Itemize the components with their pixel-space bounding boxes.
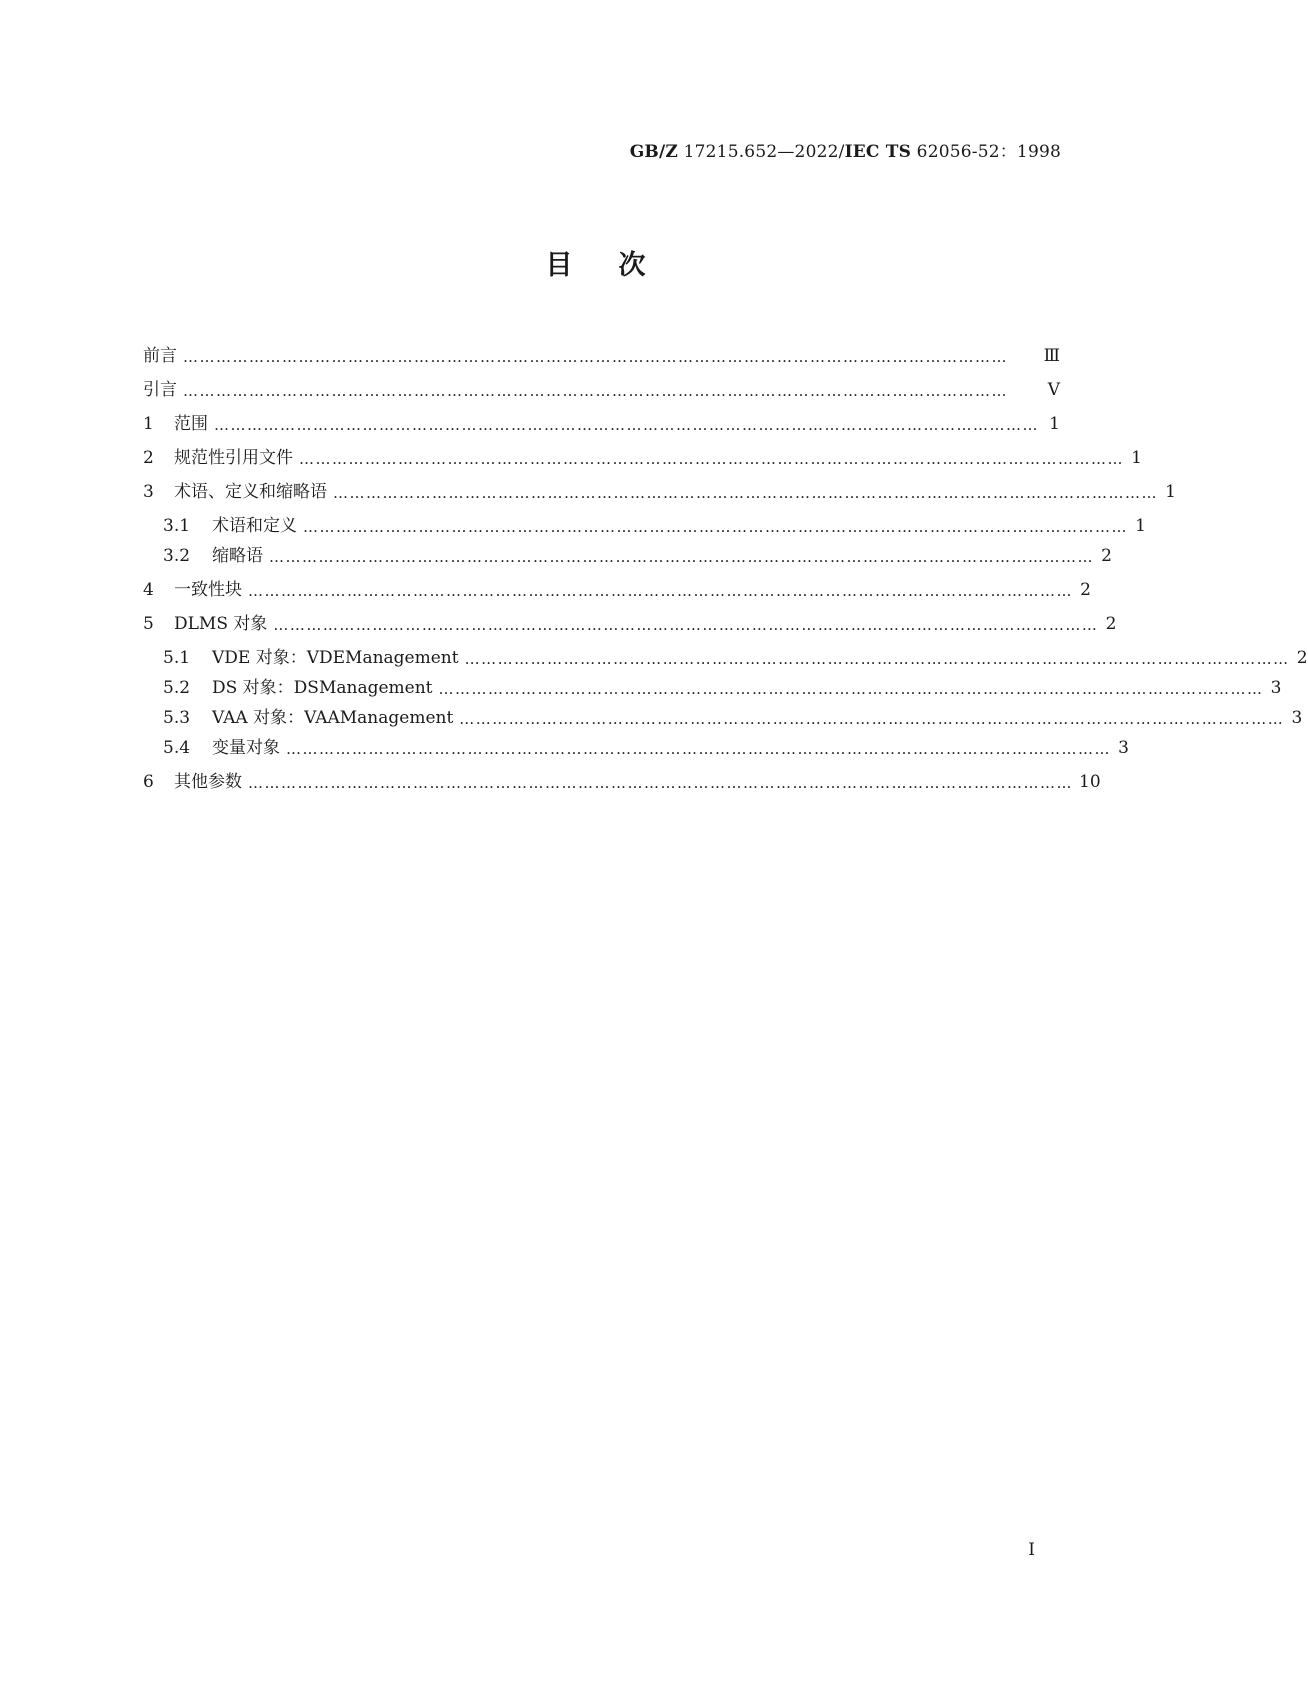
toc-leader-dots: …………………………………………………………………………………………………………………………………… (269, 548, 1094, 566)
page-title: 目次 (545, 250, 692, 281)
toc-page-number: 2 (1105, 614, 1117, 634)
toc-number: 5.3 (163, 708, 191, 728)
toc-entry-4[interactable] (143, 574, 1091, 600)
toc-page-number: 2 (1080, 580, 1091, 600)
toc-label: 范围 (174, 414, 208, 434)
toc-page-number: 10 (1079, 772, 1101, 792)
toc-entry-introduction[interactable] (143, 374, 1060, 400)
toc-label: 引言 (143, 380, 177, 400)
toc-number: 1 (143, 414, 154, 434)
toc-label: VDE 对象：VDEManagement (212, 648, 459, 668)
toc-page-number: 2 (1296, 648, 1308, 668)
toc-leader-dots: …………………………………………………………………………………………………………………………………… (273, 616, 1099, 634)
toc-number: 5.2 (163, 678, 191, 698)
toc-leader-dots: …………………………………………………………………………………………………………………………………… (464, 650, 1290, 668)
toc-page-number: 1 (1049, 414, 1060, 434)
toc-number: 5 (143, 614, 154, 634)
toc-entry-5[interactable] (143, 608, 1117, 634)
toc-number: 5.4 (163, 738, 191, 758)
toc-leader-dots: …………………………………………………………………………………………………………………………………… (303, 518, 1128, 536)
toc-entry-5-1[interactable] (163, 642, 1308, 668)
toc-page-number: Ⅴ (1047, 380, 1060, 400)
toc-entry-5-4[interactable] (163, 732, 1129, 758)
toc-page-number: 1 (1165, 482, 1176, 502)
toc-leader-dots: …………………………………………………………………………………………………………………………………… (299, 450, 1124, 468)
toc-leader-dots: …………………………………………………………………………………………………………………………………… (286, 740, 1111, 758)
toc-page-number: 3 (1270, 678, 1282, 698)
toc-leader-dots: …………………………………………………………………………………………………………………………………… (248, 774, 1073, 792)
toc-label: 术语、定义和缩略语 (174, 482, 327, 502)
toc-leader-dots: …………………………………………………………………………………………………………………………………… (248, 582, 1073, 600)
toc-page-number: 2 (1101, 546, 1112, 566)
toc-page-number: 1 (1135, 516, 1146, 536)
toc-label: 其他参数 (174, 772, 242, 792)
toc-leader-dots: …………………………………………………………………………………………………………………………………… (438, 680, 1264, 698)
toc-leader-dots: …………………………………………………………………………………………………………………………………… (214, 416, 1039, 434)
toc-page-number: 3 (1118, 738, 1129, 758)
toc-label: VAA 对象：VAAManagement (212, 708, 454, 728)
toc-page-number: 3 (1291, 708, 1303, 728)
toc-leader-dots: …………………………………………………………………………………………………………………………………… (333, 484, 1158, 502)
toc-entry-3[interactable] (143, 476, 1176, 502)
toc-number: 6 (143, 772, 154, 792)
toc-entry-5-3[interactable] (163, 702, 1303, 728)
document-standard-number (630, 137, 1061, 162)
toc-number: 3.2 (163, 546, 191, 566)
page-number: Ⅰ (1028, 1540, 1035, 1560)
standard-prefix: GB/Z (629, 142, 679, 162)
toc-leader-dots: …………………………………………………………………………………………………………………………………… (183, 348, 1008, 366)
toc-label: 缩略语 (212, 546, 263, 566)
toc-entry-6[interactable] (143, 766, 1101, 792)
toc-entry-3-1[interactable] (163, 510, 1146, 536)
toc-entry-5-2[interactable] (163, 672, 1282, 698)
toc-label: DLMS 对象 (174, 614, 268, 634)
toc-leader-dots: …………………………………………………………………………………………………………………………………… (183, 382, 1008, 400)
toc-label: 一致性块 (174, 580, 242, 600)
toc-number: 3 (143, 482, 154, 502)
standard-iec-prefix: IEC TS (844, 142, 912, 162)
toc-label: DS 对象：DSManagement (212, 678, 433, 698)
standard-number: 17215.652—2022/ (683, 142, 845, 162)
toc-entry-2[interactable] (143, 442, 1142, 468)
toc-page-number: 1 (1131, 448, 1142, 468)
toc-number: 5.1 (163, 648, 191, 668)
toc-page-number: Ⅲ (1043, 346, 1060, 366)
toc-number: 2 (143, 448, 154, 468)
toc-number: 3.1 (163, 516, 191, 536)
toc-label: 规范性引用文件 (174, 448, 293, 468)
toc-number: 4 (143, 580, 154, 600)
toc-entry-foreword[interactable] (143, 340, 1060, 366)
toc-label: 术语和定义 (212, 516, 297, 536)
toc-label: 变量对象 (212, 738, 280, 758)
toc-leader-dots: …………………………………………………………………………………………………………………………………… (459, 710, 1285, 728)
toc-entry-3-2[interactable] (163, 540, 1112, 566)
toc-entry-1[interactable] (143, 408, 1060, 434)
standard-iec-number: 62056-52：1998 (916, 142, 1061, 162)
toc-label: 前言 (143, 346, 177, 366)
